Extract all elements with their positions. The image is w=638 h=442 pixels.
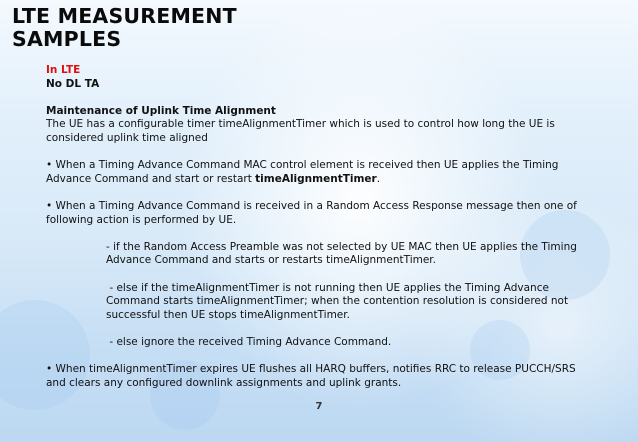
section-heading: Maintenance of Uplink Time Alignment xyxy=(46,104,276,117)
sub-bullet-line: successful then UE stops timeAlignmentTimer. xyxy=(106,308,350,321)
page-number: 7 xyxy=(315,401,323,412)
paragraph-line: The UE has a configurable timer timeAlignmentTimer which is used to control how long the UE is xyxy=(46,118,555,131)
bullet-text: . xyxy=(376,172,381,185)
paragraph-line: considered uplink time aligned xyxy=(46,131,208,144)
slide-title xyxy=(12,5,237,51)
subtitle-in-lte: In LTE xyxy=(46,64,81,76)
sub-bullet-line: - if the Random Access Preamble was not selected by UE MAC then UE applies the Timing xyxy=(106,240,577,253)
sub-bullet-line: Command starts timeAlignmentTimer; when the contention resolution is considered not xyxy=(106,295,569,308)
sub-bullet-line: - else ignore the received Timing Advance Command. xyxy=(106,335,392,348)
bullet-line: and clears any configured downlink assignments and uplink grants. xyxy=(46,376,402,389)
slide-body xyxy=(46,64,606,390)
subtitle-no-dl-ta: No DL TA xyxy=(46,77,100,90)
bullet-text: Advance Command and start or restart xyxy=(46,172,256,185)
timer-name-emphasis: timeAlignmentTimer xyxy=(255,172,377,185)
bullet-line xyxy=(46,173,606,187)
slide-title-line: SAMPLES xyxy=(12,27,122,51)
bullet-line: following action is performed by UE. xyxy=(46,213,237,226)
bullet-line: • When a Timing Advance Command MAC control element is received then UE applies the Timing xyxy=(46,159,559,172)
bullet-line: • When a Timing Advance Command is received in a Random Access Response message then one of xyxy=(46,199,577,212)
bullet-line: • When timeAlignmentTimer expires UE flushes all HARQ buffers, notifies RRC to release PUCCH/SRS xyxy=(46,363,576,376)
sub-bullet-line: Advance Command and starts or restarts timeAlignmentTimer. xyxy=(106,254,436,267)
sub-bullet-line: - else if the timeAlignmentTimer is not running then UE applies the Timing Advance xyxy=(106,281,549,294)
slide-title-line: LTE MEASUREMENT xyxy=(12,4,237,28)
